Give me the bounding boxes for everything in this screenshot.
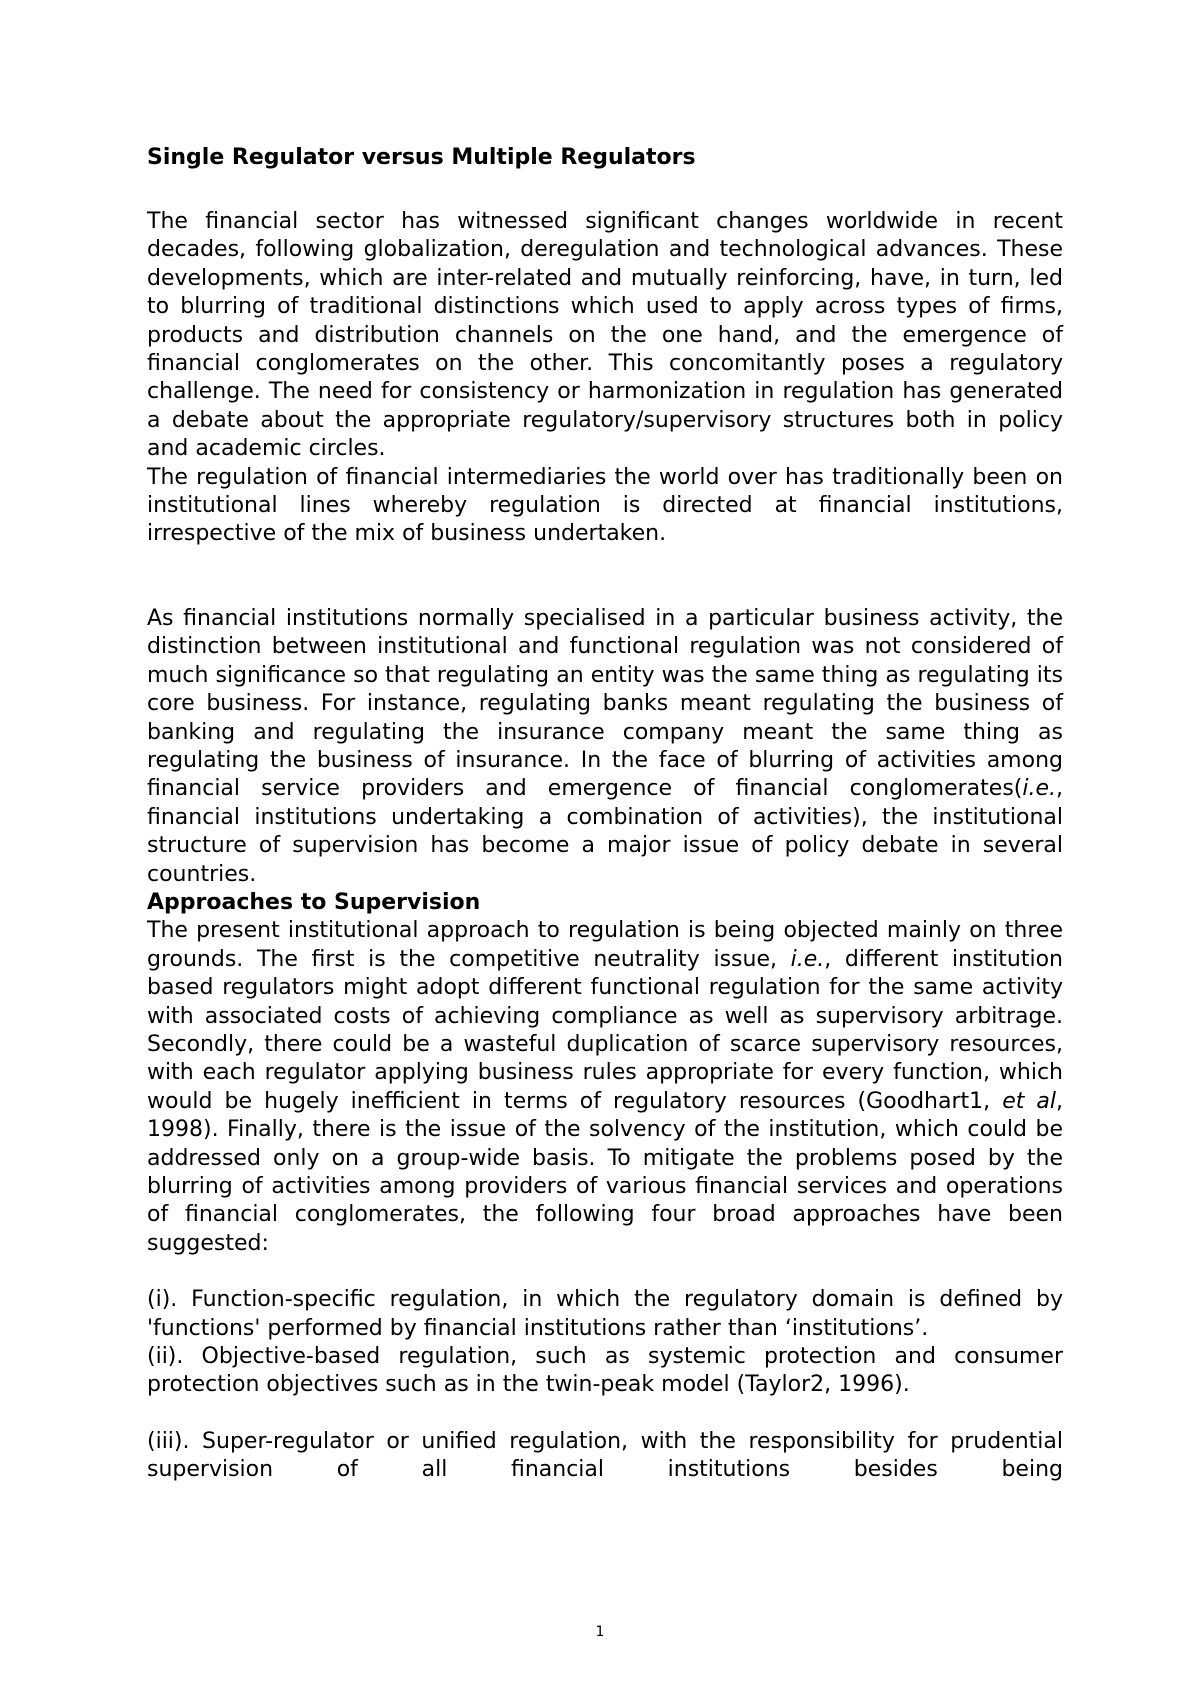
italic-run: et al xyxy=(1002,1088,1056,1114)
paragraph-objections xyxy=(147,917,1063,1258)
list-item-super-regulator: (iii). Super-regulator or unified regulation, with the responsibility for prudential supervision of all financial institutions besides being xyxy=(147,1428,1063,1483)
paragraph-intro: The financial sector has witnessed significant changes worldwide in recent decades, following globalization, deregulation and technological advances. These developments, which are inter-related and mutually reinforcing, have, in turn, led to blurring of traditional distinctions which used to apply across types of firms, products and distribution channels on the one hand, and the emergence of financial conglomerates on the other. This concomitantly poses a regulatory challenge. The need for consistency or harmonization in regulation has generated a debate about the appropriate regulatory/supervisory structures both in policy and academic circles. xyxy=(147,209,1063,462)
document-page xyxy=(147,144,1063,1485)
section-heading: Approaches to Supervision xyxy=(147,889,481,915)
text-run: , financial institutions undertaking a combination of activities), the institutional structure of supervision has become a major issue of policy debate in several countries. xyxy=(147,776,1063,887)
text-run: , different institution based regulators might adopt different functional regulation for the same activity with associated costs of achieving compliance as well as supervisory arbitrage. Secondly, there could be a wasteful duplication of scarce supervisory resources, with each regulator applying business rules appropriate for every function, which would be hugely inefficient in terms of regulatory resources (Goodhart1, xyxy=(147,946,1063,1114)
list-item-function-specific: (i). Function-specific regulation, in which the regulatory domain is defined by 'functions' performed by financial institutions rather than ‘institutions’. xyxy=(147,1287,1063,1341)
list-item-objective-based: (ii). Objective-based regulation, such as systemic protection and consumer protection objectives such as in the twin-peak model (Taylor2, 1996). xyxy=(147,1344,1063,1398)
italic-run: i.e. xyxy=(1022,776,1056,802)
italic-run: i.e. xyxy=(790,946,825,972)
text-run: As financial institutions normally specialised in a particular business activity, the distinction between institutional and functional regulation was not considered of much significance so that regulating an entity was the same thing as regulating its core business. For instance, regulating banks meant regulating the business of banking and regulating the insurance company meant the same thing as regulating the business of insurance. In the face of blurring of activities among financial service providers and emergence of financial conglomerates( xyxy=(147,605,1063,802)
text-run: , 1998). Finally, there is the issue of the solvency of the institution, which could be addressed only on a group-wide basis. To mitigate the problems posed by the blurring of activities among providers of various financial services and operations of financial conglomerates, the following four broad approaches have been suggested: xyxy=(147,1088,1063,1256)
paragraph-institutional-lines: The regulation of financial intermediaries the world over has traditionally been on institutional lines whereby regulation is directed at financial institutions, irrespective of the mix of business undertaken. xyxy=(147,464,1063,547)
paragraph-specialisation xyxy=(147,605,1063,889)
page-number: 1 xyxy=(595,1624,605,1640)
document-title: Single Regulator versus Multiple Regulators xyxy=(147,145,696,170)
text-run: The present institutional approach to regulation is being objected mainly on three grounds. The first is the competitive neutrality issue, xyxy=(147,918,1063,972)
